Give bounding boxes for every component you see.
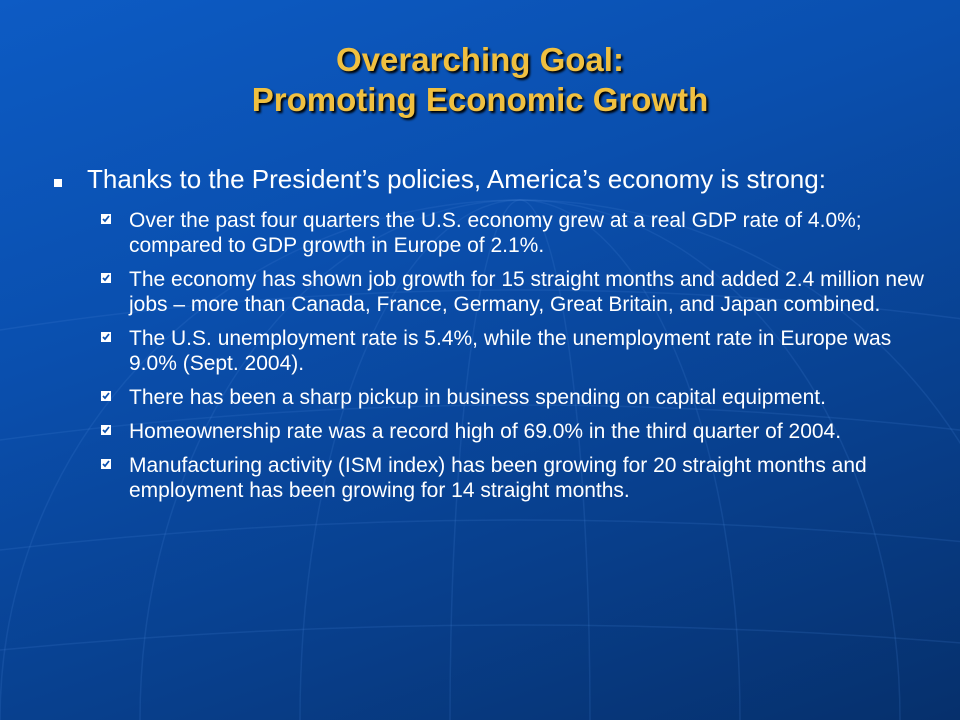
sub-bullet-item (46, 453, 926, 503)
checkbox-bullet-icon (100, 331, 112, 343)
checkbox-bullet-icon (100, 213, 112, 225)
sub-bullet-text: The economy has shown job growth for 15 straight months and added 2.4 million new jobs – more than Canada, France, Germany, Great Britain, and Japan combined. (129, 268, 924, 316)
checkbox-bullet-icon (100, 272, 112, 284)
title-line-1: Overarching Goal: (336, 41, 624, 78)
sub-bullet-item (46, 267, 926, 317)
sub-bullet-text: Manufacturing activity (ISM index) has been growing for 20 straight months and employment has been growing for 14 straight months. (129, 454, 867, 502)
sub-bullet-item (46, 385, 926, 410)
sub-bullet-text: There has been a sharp pickup in business spending on capital equipment. (129, 386, 826, 409)
checkbox-bullet-icon (100, 458, 112, 470)
sub-bullet-item (46, 208, 926, 258)
sub-bullet-item (46, 419, 926, 444)
sub-bullet-item (46, 326, 926, 376)
main-bullet (46, 164, 926, 195)
main-bullet-text: Thanks to the President’s policies, America’s economy is strong: (87, 164, 826, 194)
checkbox-bullet-icon (100, 424, 112, 436)
slide-body (46, 164, 926, 512)
sub-bullet-text: Homeownership rate was a record high of 69.0% in the third quarter of 2004. (129, 420, 842, 443)
square-bullet-icon (54, 179, 62, 187)
sub-bullet-list (46, 208, 926, 503)
sub-bullet-text: Over the past four quarters the U.S. economy grew at a real GDP rate of 4.0%; compared to GDP growth in Europe of 2.1%. (129, 209, 862, 257)
sub-bullet-text: The U.S. unemployment rate is 5.4%, while the unemployment rate in Europe was 9.0% (Sept. 2004). (129, 327, 892, 375)
slide-title (0, 40, 960, 120)
title-line-2: Promoting Economic Growth (251, 81, 709, 118)
checkbox-bullet-icon (100, 390, 112, 402)
